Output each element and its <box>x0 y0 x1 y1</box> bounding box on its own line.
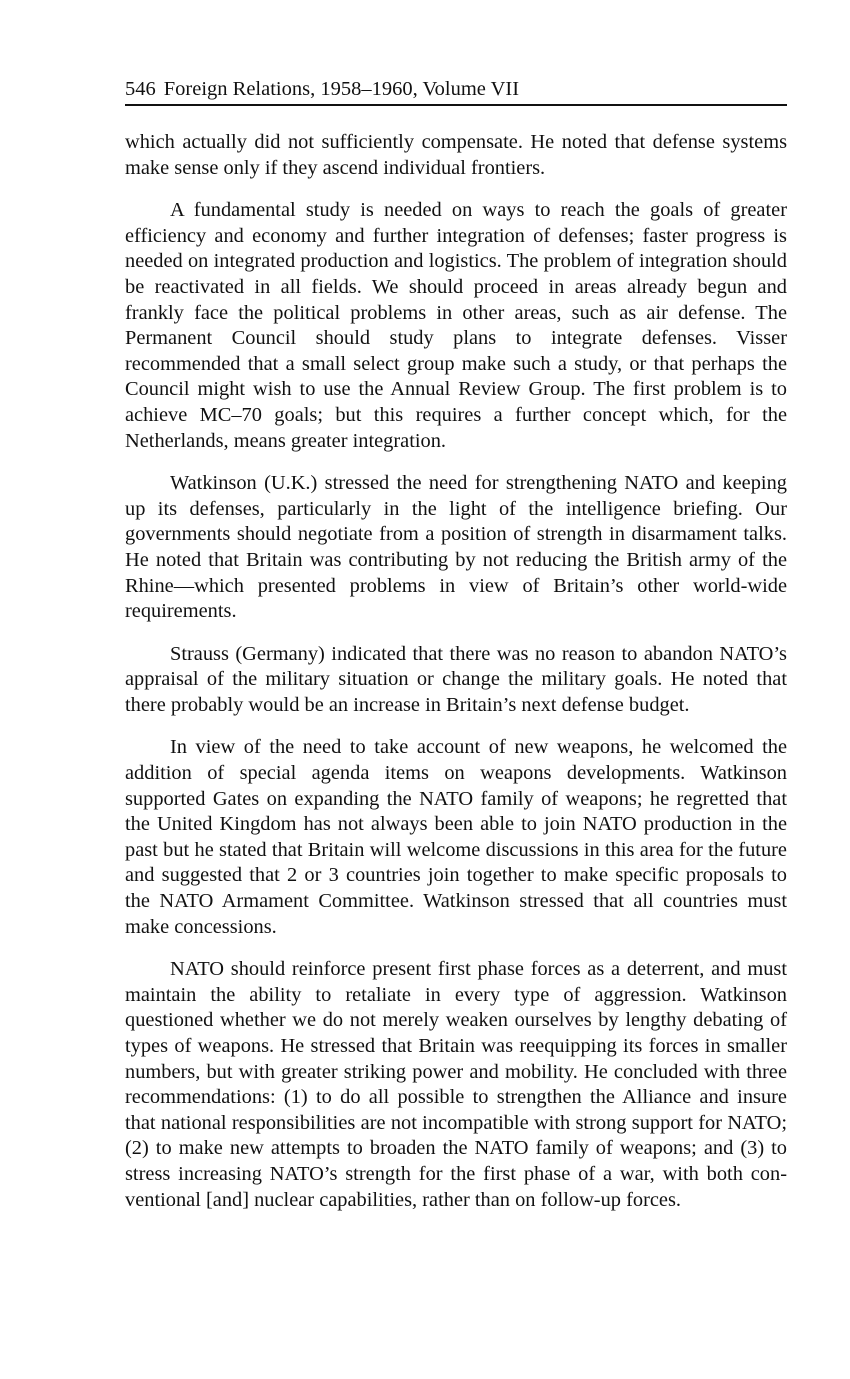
running-header <box>125 76 787 106</box>
paragraph-new-weapons: In view of the need to take account of new weapons, he welcomed the addition of special agenda items on weapons developments. Watkinson supported Gates on expanding the NATO family of weapons; he regretted that the United Kingdom has not always been able to join NATO production in the past but he stated that Britain will welcome discussions in this area for the future and suggested that 2 or 3 countries join together to make specific proposals to the NATO Armament Committee. Watkinson stressed that all countries must make concessions. <box>125 736 787 938</box>
document-page <box>125 76 787 1230</box>
body-text <box>125 130 787 1213</box>
paragraph-watkinson-strength: Watkinson (U.K.) stressed the need for strengthening NATO and keeping up its defenses, particularly in the light of the intelligence briefing. Our governments should negotiate from a position of strength in disarmament talks. He noted that Britain was contributing by not reducing the British army of the Rhine—which presented problems in view of Britain’s other world-wide requirements. <box>125 472 787 623</box>
paragraph-continued: which actually did not sufficiently compensate. He noted that defense systems make sense only if they ascend individual frontiers. <box>125 131 787 179</box>
paragraph-integration-study: A fundamental study is needed on ways to reach the goals of greater efficiency and economy and further integration of defenses; faster progress is needed on integrated production and logistics. The problem of integration should be reactivated in all fields. We should proceed in areas already begun and frankly face the political problems in other areas, such as air defense. The Permanent Council should study plans to integrate defenses. Visser recommended that a small select group make such a study, or that perhaps the Council might wish to use the Annual Review Group. The first problem is to achieve MC–70 goals; but this requires a further concept which, for the Netherlands, means greater integration. <box>125 199 787 452</box>
paragraph-recommendations: NATO should reinforce present first phase forces as a deterrent, and must maintain the ability to retaliate in every type of aggression. Watkinson questioned whether we do not merely weaken ourselves by lengthy debating of types of weapons. He stressed that Britain was reequipping its forces in smaller numbers, but with greater striking power and mobility. He concluded with three recommendations: (1) to do all possible to strengthen the Alliance and insure that national responsibilities are not incompatible with strong support for NATO; (2) to make new attempts to broaden the NATO family of weapons; and (3) to stress increasing NATO’s strength for the first phase of a war, with both conventional [and] nuclear capabilities, rather than on follow-up forces. <box>125 958 787 1211</box>
paragraph-strauss: Strauss (Germany) indicated that there was no reason to abandon NATO’s appraisal of the military situation or change the military goals. He noted that there probably would be an increase in Britain’s next defense budget. <box>125 642 787 716</box>
volume-title: Foreign Relations, 1958–1960, Volume VII <box>163 78 520 100</box>
page-number: 546 <box>125 78 156 100</box>
